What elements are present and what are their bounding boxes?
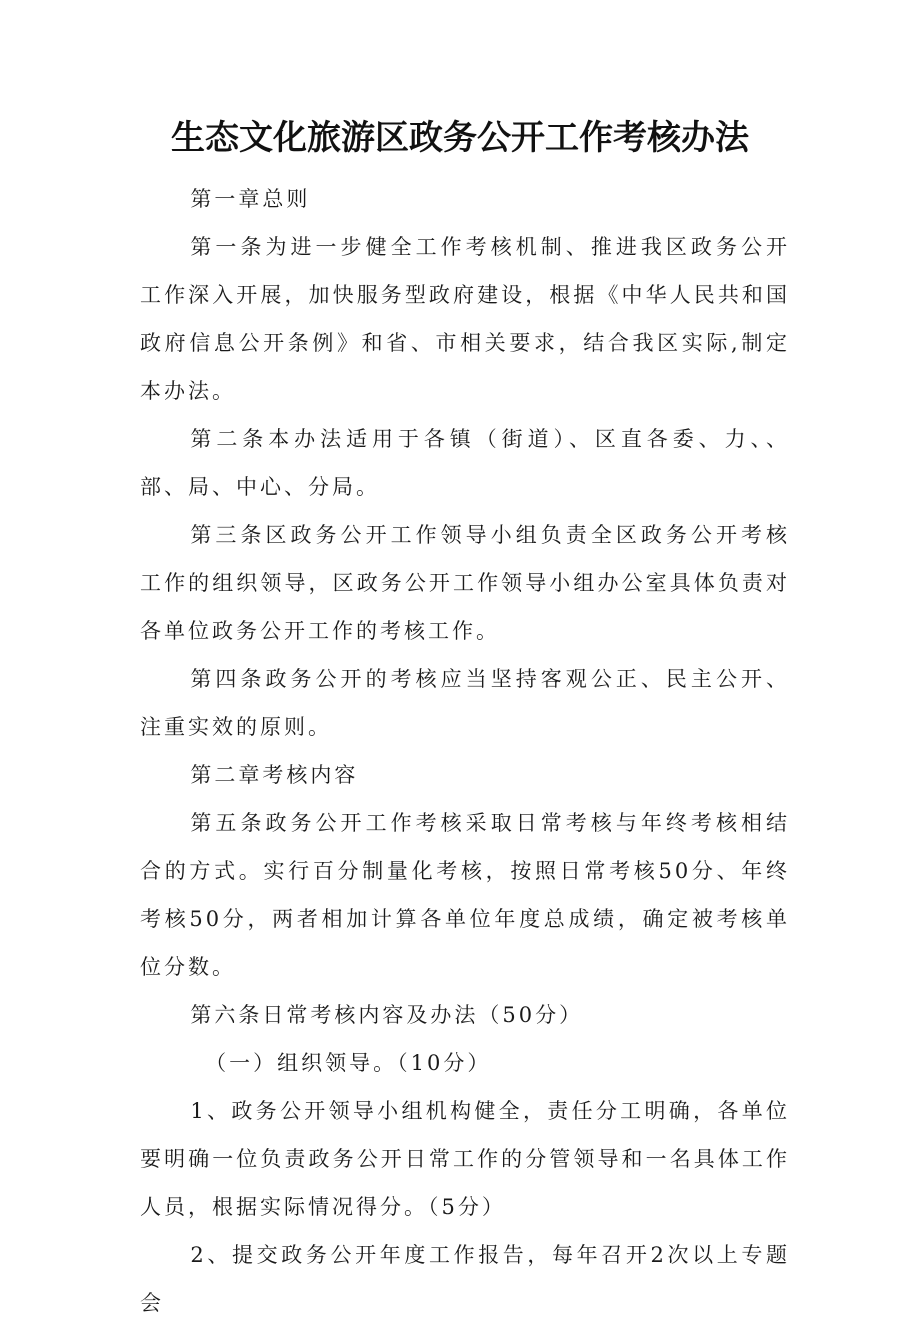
section-heading: （一）组织领导。（10分） [205, 1051, 492, 1075]
chapter-heading: 第二章考核内容 [190, 763, 359, 787]
list-item-paragraph: 1、政务公开领导小组机构健全，责任分工明确，各单位要明确一位负责政务公开日常工作的分管领导和一名具体工作人员，根据实际情况得分。（5分） [140, 1099, 790, 1219]
article-paragraph: 第五条政务公开工作考核采取日常考核与年终考核相结合的方式。实行百分制量化考核，按照日常考核50分、年终考核50分，两者相加计算各单位年度总成绩，确定被考核单位分数。 [140, 811, 790, 979]
document-title: 生态文化旅游区政务公开工作考核办法 [171, 118, 749, 158]
article-paragraph: 第四条政务公开的考核应当坚持客观公正、民主公开、注重实效的原则。 [140, 667, 790, 739]
list-item-paragraph: 2、提交政务公开年度工作报告，每年召开2次以上专题会 [140, 1243, 790, 1315]
article-paragraph: 第一条为进一步健全工作考核机制、推进我区政务公开工作深入开展，加快服务型政府建设，根据《中华人民共和国政府信息公开条例》和省、市相关要求，结合我区实际,制定本办法。 [140, 235, 790, 403]
document-body [140, 175, 790, 1327]
article-paragraph: 第二条本办法适用于各镇（街道）、区直各委、力、、部、局、中心、分局。 [140, 427, 790, 499]
article-paragraph: 第三条区政务公开工作领导小组负责全区政务公开考核工作的组织领导，区政务公开工作领导小组办公室具体负责对各单位政务公开工作的考核工作。 [140, 523, 790, 643]
chapter-heading: 第一章总则 [190, 187, 311, 211]
article-paragraph: 第六条日常考核内容及办法（50分） [190, 1003, 584, 1027]
